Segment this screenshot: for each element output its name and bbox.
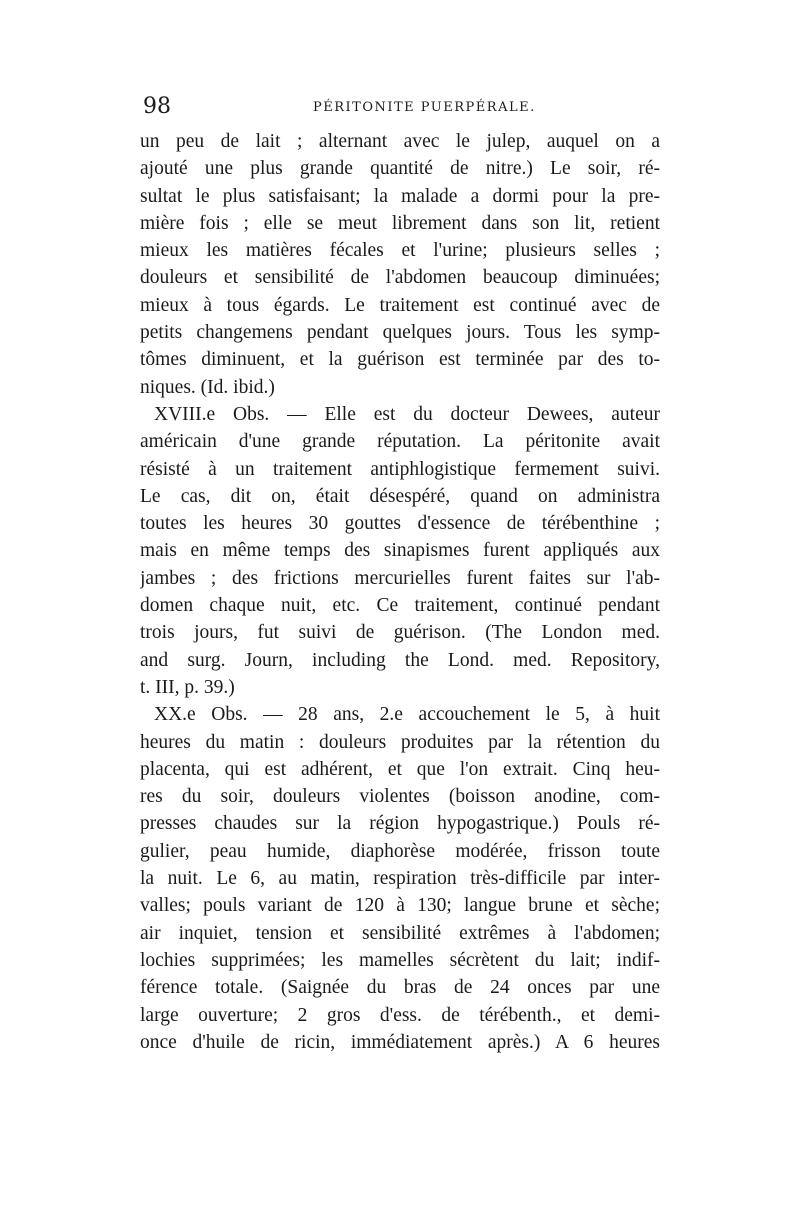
body-text — [140, 128, 660, 1056]
text-line: t. III, p. 39.) — [140, 676, 235, 698]
text-line: américain d'une grande réputation. La péritonite avait — [140, 431, 660, 453]
text-line: trois jours, fut suivi de guérison. (The London med. — [140, 622, 660, 644]
text-line: lochies supprimées; les mamelles sécrètent du lait; indif- — [140, 949, 660, 971]
text-line: mieux les matières fécales et l'urine; plusieurs selles ; — [140, 240, 660, 262]
text-line: mais en même temps des sinapismes furent appliqués aux — [140, 540, 660, 562]
text-line: mière fois ; elle se meut librement dans son lit, retient — [140, 212, 660, 234]
text-line: valles; pouls variant de 120 à 130; langue brune et sèche; — [140, 895, 660, 917]
text-line: placenta, qui est adhérent, et que l'on extrait. Cinq heu- — [140, 758, 660, 780]
text-line: petits changemens pendant quelques jours. Tous les symp- — [140, 322, 660, 344]
text-line: and surg. Journ, including the Lond. med. Repository, — [140, 649, 660, 671]
text-line: toutes les heures 30 gouttes d'essence de térébenthine ; — [140, 513, 660, 535]
text-line: heures du matin : douleurs produites par la rétention du — [140, 731, 660, 753]
text-line: férence totale. (Saignée du bras de 24 onces par une — [140, 977, 660, 999]
text-line: gulier, peau humide, diaphorèse modérée, frisson toute — [140, 840, 660, 862]
text-line: presses chaudes sur la région hypogastrique.) Pouls ré- — [140, 813, 660, 835]
text-line: Le cas, dit on, était désespéré, quand on administra — [140, 485, 660, 507]
text-line: tômes diminuent, et la guérison est terminée par des to- — [140, 349, 660, 371]
text-line: niques. (Id. ibid.) — [140, 376, 275, 398]
text-line: sultat le plus satisfaisant; la malade a dormi pour la pre- — [140, 185, 660, 207]
text-line: large ouverture; 2 gros d'ess. de térébenth., et demi- — [140, 1004, 660, 1026]
text-line: mieux à tous égards. Le traitement est continué avec de — [140, 294, 660, 316]
text-line: un peu de lait ; alternant avec le julep, auquel on a — [140, 131, 660, 152]
text-line: XX.e Obs. — 28 ans, 2.e accouchement le 5, à huit — [154, 704, 660, 726]
text-line: air inquiet, tension et sensibilité extrêmes à l'abdomen; — [140, 922, 660, 944]
page-header — [143, 93, 657, 123]
text-line: ajouté une plus grande quantité de nitre.) Le soir, ré- — [140, 158, 660, 180]
page-number: 98 — [143, 94, 171, 119]
text-line: domen chaque nuit, etc. Ce traitement, continué pendant — [140, 595, 660, 617]
text-line: jambes ; des frictions mercurielles furent faites sur l'ab- — [140, 567, 660, 589]
text-line: res du soir, douleurs violentes (boisson anodine, com- — [140, 786, 660, 808]
running-head: PÉRITONITE PUERPÉRALE. — [313, 100, 536, 115]
text-line: la nuit. Le 6, au matin, respiration très-difficile par inter- — [140, 868, 660, 890]
text-line: XVIII.e Obs. — Elle est du docteur Dewees, auteur — [154, 403, 660, 425]
text-line: résisté à un traitement antiphlogistique fermement suivi. — [140, 458, 660, 480]
text-line: once d'huile de ricin, immédiatement après.) A 6 heures — [140, 1031, 660, 1053]
text-line: douleurs et sensibilité de l'abdomen beaucoup diminuées; — [140, 267, 660, 289]
